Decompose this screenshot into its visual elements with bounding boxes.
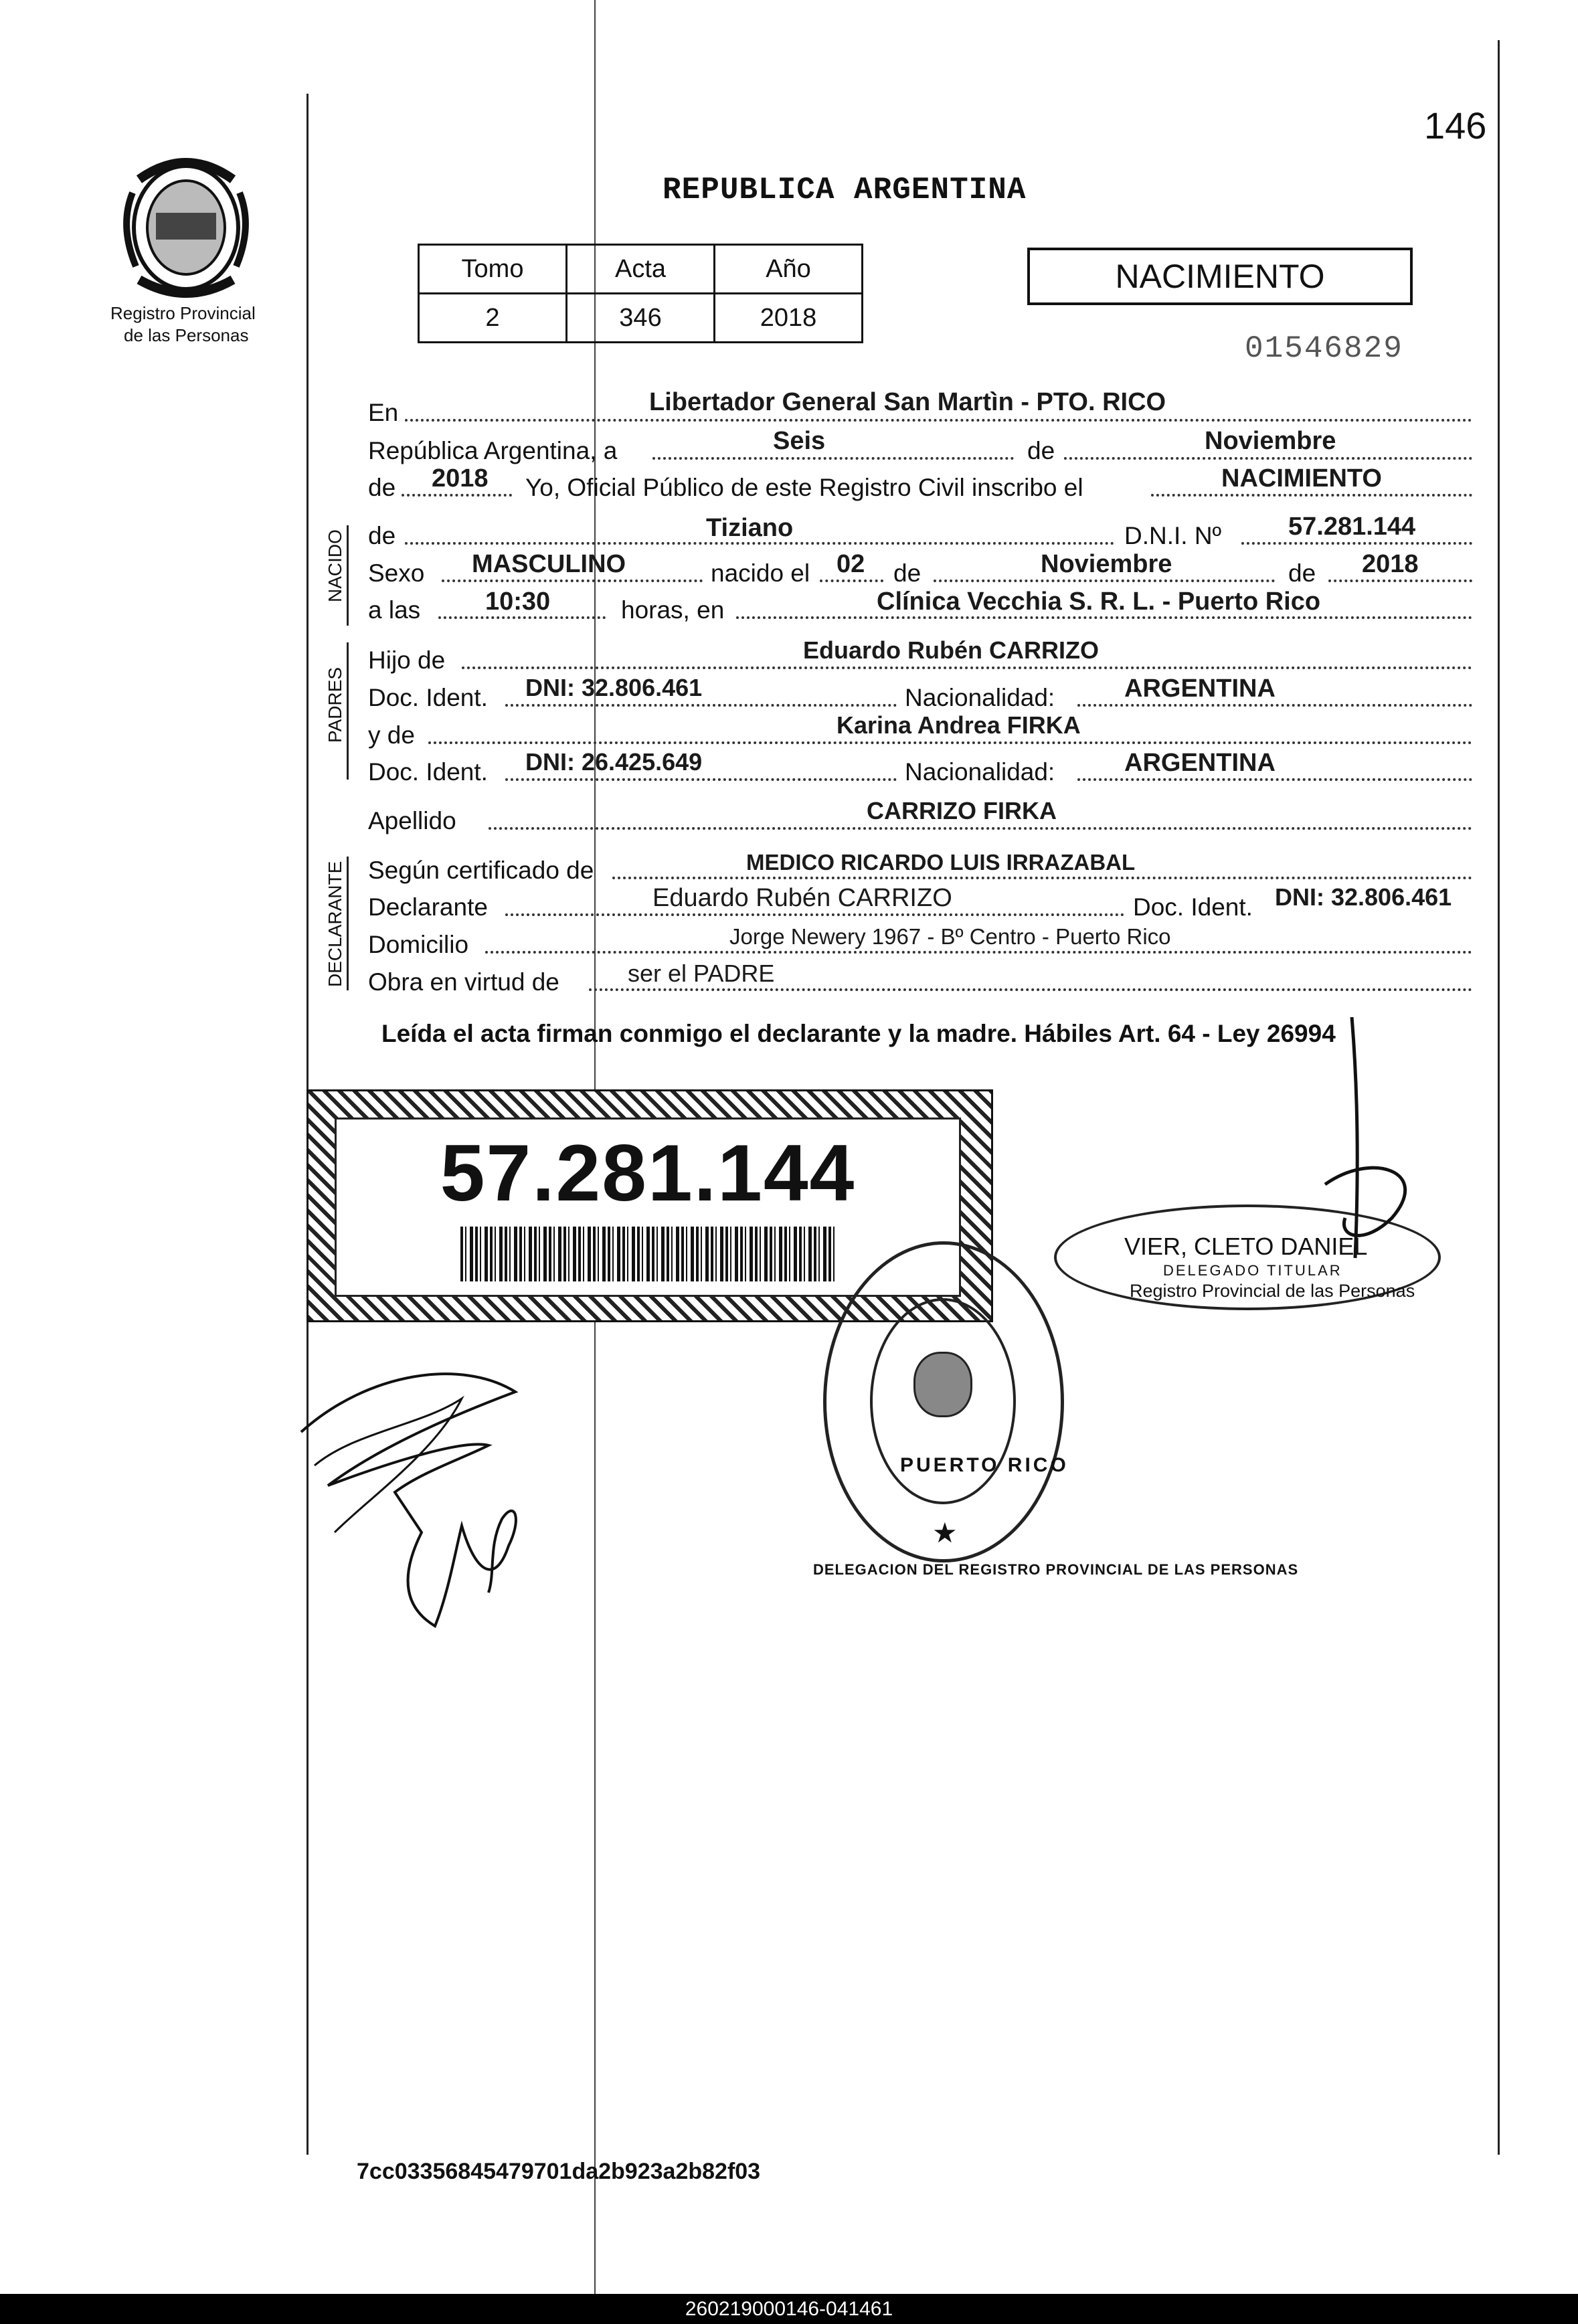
birth-year: 2018 [1362, 550, 1419, 578]
declarante-name: Eduardo Rubén CARRIZO [652, 884, 952, 912]
child-name: Tiziano [706, 514, 794, 542]
record-month: Noviembre [1205, 427, 1336, 455]
domicilio-label: Domicilio [368, 931, 469, 958]
child-sex: MASCULINO [472, 550, 626, 578]
dni-label-number: 57.281.144 [440, 1128, 856, 1218]
dni-label-inner [335, 1118, 961, 1297]
father-name: Eduardo Rubén CARRIZO [803, 636, 1099, 664]
document-hash: 7cc03356845479701da2b923a2b82f03 [357, 2159, 761, 2184]
mother-nationality: ARGENTINA [1124, 749, 1276, 777]
dotted-line [1241, 542, 1472, 545]
vertical-rule [347, 857, 349, 990]
birth-day: 02 [837, 550, 865, 578]
father-nationality-label: Nacionalidad: [905, 684, 1055, 711]
dotted-line [405, 542, 1114, 545]
dotted-line [820, 579, 883, 582]
apellido-label: Apellido [368, 807, 456, 834]
act-type: NACIMIENTO [1221, 464, 1382, 493]
record-year: 2018 [432, 464, 489, 493]
closing-text: Leída el acta firman conmigo el declarante y la madre. Hábiles Art. 64 - Ley 26994 [381, 1020, 1336, 1047]
mother-doc: DNI: 26.425.649 [525, 748, 703, 776]
star-icon: ★ [932, 1517, 958, 1548]
dotted-line [442, 579, 703, 582]
dotted-line [1064, 457, 1472, 460]
record-day: Seis [773, 427, 826, 455]
dotted-line [1077, 778, 1472, 781]
mother-name: Karina Andrea FIRKA [837, 711, 1081, 739]
republica-label: República Argentina, a [368, 437, 618, 464]
dotted-line [505, 704, 897, 707]
stamp-emblem-icon [913, 1352, 972, 1417]
official-signature [1258, 1017, 1472, 1298]
stamp-city: PUERTO RICO [900, 1454, 1069, 1476]
obra-value: ser el PADRE [628, 960, 775, 987]
vertical-rule [347, 525, 349, 626]
dotted-line [489, 827, 1472, 830]
ano-header: Año [715, 245, 863, 294]
official-org: Registro Provincial de las Personas [1130, 1281, 1415, 1301]
misiones-coat-of-arms-logo [119, 153, 253, 300]
acta-value: 346 [567, 294, 715, 343]
dotted-line [505, 778, 897, 781]
dotted-line [1328, 579, 1472, 582]
mother-doc-label: Doc. Ident. [368, 758, 488, 786]
vertical-rule [347, 642, 349, 780]
official-role: DELEGADO TITULAR [1163, 1262, 1342, 1279]
declarante-doc-label: Doc. Ident. [1133, 893, 1253, 921]
dotted-line [1151, 494, 1472, 497]
birth-de-label-2: de [1288, 559, 1316, 587]
acta-header: Acta [567, 245, 715, 294]
y-de-label: y de [368, 721, 415, 749]
form-type-box: NACIMIENTO [1027, 248, 1413, 305]
dni-barcode [460, 1227, 835, 1281]
nacido-section-label: NACIDO [325, 529, 345, 602]
birth-time: 10:30 [485, 588, 551, 616]
declarante-label: Declarante [368, 893, 488, 921]
dotted-line [405, 419, 1472, 422]
nacido-el-label: nacido el [711, 559, 810, 587]
birth-place: Clínica Vecchia S. R. L. - Puerto Rico [877, 588, 1321, 616]
footer-barcode-strip [0, 2294, 1578, 2324]
en-label: En [368, 399, 399, 426]
father-doc: DNI: 32.806.461 [525, 674, 703, 701]
domicilio-value: Jorge Newery 1967 - Bº Centro - Puerto Rico [729, 924, 1171, 949]
apellido-value: CARRIZO FIRKA [867, 797, 1057, 824]
dotted-line [438, 616, 606, 619]
father-doc-label: Doc. Ident. [368, 684, 488, 711]
birth-month: Noviembre [1041, 550, 1172, 578]
dotted-line [402, 494, 512, 497]
tomo-value: 2 [419, 294, 567, 343]
oficial-text: Yo, Oficial Público de este Registro Civil inscribo el [525, 474, 1083, 501]
padres-section-label: PADRES [325, 666, 345, 743]
dotted-line [736, 616, 1472, 619]
declarante-doc: DNI: 32.806.461 [1275, 883, 1452, 911]
child-dni: 57.281.144 [1288, 513, 1416, 541]
hijo-de-label: Hijo de [368, 646, 446, 674]
tomo-header: Tomo [419, 245, 567, 294]
declarante-signature [288, 1332, 576, 1639]
ano-value: 2018 [715, 294, 863, 343]
obra-label: Obra en virtud de [368, 968, 559, 996]
declarante-section-label: DECLARANTE [325, 861, 345, 987]
registry-place: Libertador General San Martìn - PTO. RICO [649, 388, 1166, 416]
dotted-line [462, 666, 1472, 669]
sexo-label: Sexo [368, 559, 425, 587]
certificado-label: Según certificado de [368, 857, 594, 884]
dotted-line [428, 741, 1472, 744]
dotted-line [612, 877, 1472, 879]
country-title: REPUBLICA ARGENTINA [663, 173, 1027, 207]
registry-name-line2: de las Personas [124, 325, 249, 345]
dni-label: D.N.I. Nº [1124, 522, 1222, 549]
serial-number: 01546829 [1245, 331, 1403, 366]
horas-label: horas, en [621, 596, 725, 624]
footer-barcode-id: 260219000146-041461 [685, 2297, 893, 2320]
birth-de-label: de [893, 559, 922, 587]
dotted-line [589, 988, 1472, 991]
father-nationality: ARGENTINA [1124, 675, 1276, 703]
mother-nationality-label: Nacionalidad: [905, 758, 1055, 786]
dotted-line [485, 951, 1472, 954]
dotted-line [505, 913, 1124, 916]
registry-name-line1: Registro Provincial [110, 303, 256, 323]
de-label-2: de [368, 474, 396, 501]
record-table [418, 244, 863, 343]
de-label-1: de [1027, 437, 1055, 464]
a-las-label: a las [368, 596, 421, 624]
dotted-line [1077, 704, 1472, 707]
dotted-line [652, 457, 1014, 460]
certificado-value: MEDICO RICARDO LUIS IRRAZABAL [746, 850, 1136, 875]
stamp-ring-text: DELEGACION DEL REGISTRO PROVINCIAL DE LAS PERSONAS [813, 1561, 1299, 1578]
nacido-de-label: de [368, 522, 396, 549]
official-name: VIER, CLETO DANIEL [1124, 1233, 1368, 1260]
dotted-line [934, 579, 1275, 582]
right-margin-line [1498, 40, 1500, 2155]
page-number: 146 [1424, 104, 1487, 147]
